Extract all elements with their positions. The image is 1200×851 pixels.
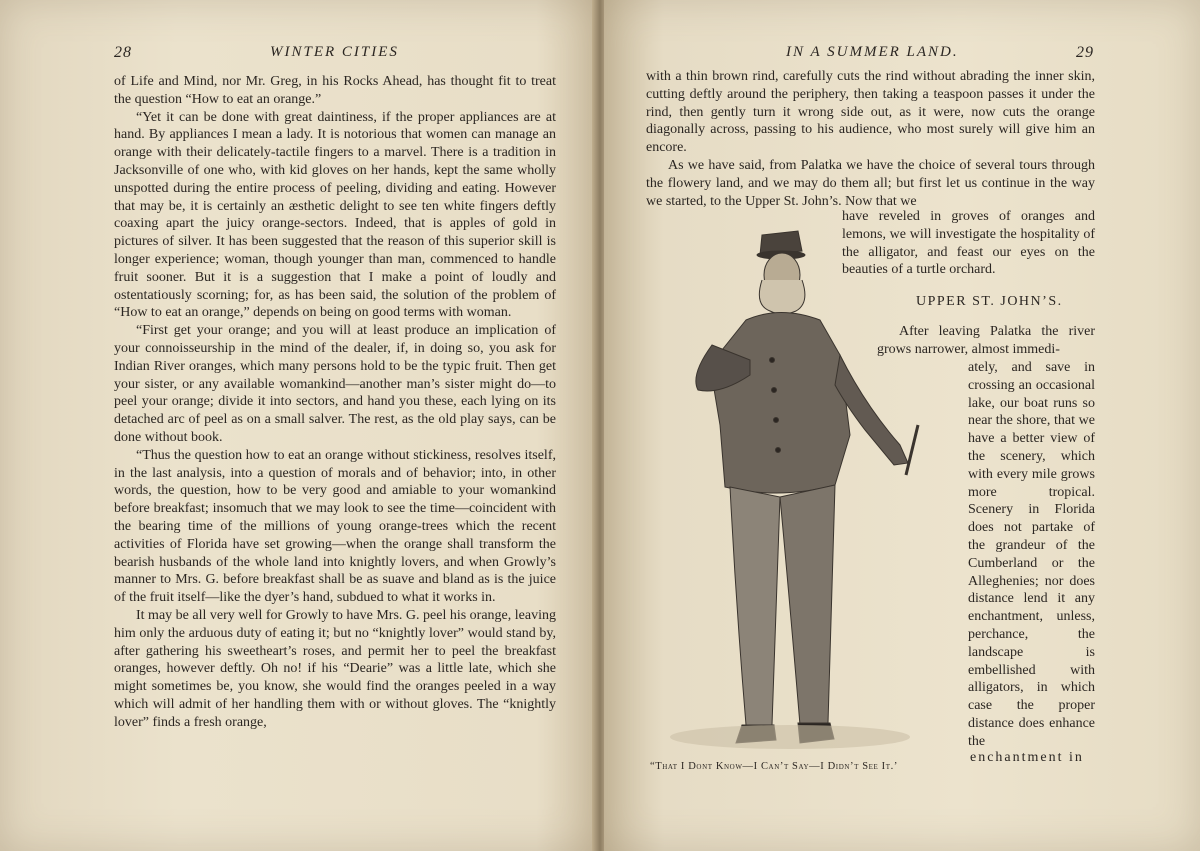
right-wrap-text-1: have reveled in groves of oranges and lemons, we will investigate the hospitality of the alligator, and feast our eyes on the beauties of a turtle orchard.: [842, 209, 1095, 278]
figure-caption: “That I Dont Know—I Can’t Say—I Didn’t See It.’: [650, 761, 898, 772]
right-running-head: IN A SUMMER LAND.: [786, 44, 959, 60]
left-paragraph: “First get your orange; and you will at least produce an implication of your connoisseurship in the mind of the dealer, if, in doing so, you ask for Indian River oranges, which many persons hold to be the typic fruit. Then get your sister, or any available womankind—another man’s sister might do—to peel your orange; divide it into sectors, and hand you these, each lying on its detached arc of peel as on a small salver. The rest, as the old play says, can be done without book.: [114, 323, 556, 445]
right-narrow-column: ately, and save in crossing an occasional lake, our boat runs so near the shore, that we have a better view of the scenery, which with every mile grows more tropical. Scenery in Florida does not partake of the grandeur of the Cumberland or the Alleghenies; nor does distance lend it any enchantment, unless, perchance, the landscape is embellished with alligators, in which case the proper distance does enhance the: [968, 360, 1095, 749]
left-running-head: WINTER CITIES: [270, 44, 399, 60]
right-top-text: [646, 68, 1095, 210]
right-paragraph: As we have said, from Palatka we have the choice of several tours through the flowery land, and we may do them all; but first let us continue in the way we started, to the Upper St. John’s. Now that we: [646, 157, 1095, 209]
right-wrap-text-2: After leaving Palatka the river grows narrower, almost immedi-: [877, 324, 1095, 357]
left-paragraph: It may be all very well for Growly to have Mrs. G. peel his orange, leaving him only the arduous duty of eating it; but no “knightly lover” would stand by, after gathering his sweetheart’s roses, and permit her to peel the breakfast oranges, however deftly. Oh no! if his “Dearie” was a little late, which she might sometimes be, you know, she would find the oranges peeled in a way which will admit of her handling them with or without gloves. The “knightly lover” finds a fresh orange,: [114, 607, 556, 730]
left-page-number: 28: [114, 44, 132, 61]
left-page: [0, 0, 596, 851]
left-body-text: [114, 73, 556, 731]
left-paragraph: “Yet it can be done with great daintiness, if the proper appliances are at hand. By appliances I mean a lady. It is notorious that women can manage an orange with their delicately-tactile fingers to a marvel. There is a tradition in Jacksonville of one who, with kid gloves on her hands, kept the same wholly unspotted during the entire process of peeling, dividing and eating. However that may be, it is certainly an æsthetic delight to see ten white fingers deftly coaxing apart the juicy orange-sectors. Indeed, that is apples of gold in pictures of silver. It has been suggested that the reason of this superior skill is longer experience; woman, though younger than man, commenced to handle fruit sooner. But it is a suggestion that I make a point of loudly and ostentatiously scorning; for, as has been said, the solution of the problem of “How to eat an orange,” depends on being on good terms with woman.: [114, 109, 556, 321]
engraving-illustration: [650, 225, 950, 755]
right-last-line: enchantment in: [970, 750, 1084, 765]
right-page-number: 29: [1076, 44, 1094, 61]
section-heading: UPPER ST. JOHN’S.: [916, 294, 1063, 309]
left-paragraph: of Life and Mind, nor Mr. Greg, in his Rocks Ahead, has thought fit to treat the question “How to eat an orange.”: [114, 74, 556, 107]
right-paragraph: with a thin brown rind, carefully cuts the rind without abrading the inner skin, cutting deftly around the periphery, then taking a teaspoon passes it under the rind, then gently turn it wrong side out, as it were, now cuts the orange diagonally across, passing to his audience, who most surely will give him an encore.: [646, 69, 1095, 156]
left-paragraph: “Thus the question how to eat an orange without stickiness, resolves itself, in the last analysis, into a question of morals and of behavior; into, in other words, the question, how to be very good and amiable to your womankind before breakfast; insomuch that we may look to see the time—coincident with the bearing time of the millions of young orange-trees which the recent activities of Florida have set growing—when the orange shall transform the bearish husbands of the whole land into knightly lovers, and when Growly’s manner to Mrs. G. before breakfast shall be as suave and bland as is the juice of the fruit itself—like the dyer’s hand, subdued to what it works in.: [114, 447, 556, 606]
